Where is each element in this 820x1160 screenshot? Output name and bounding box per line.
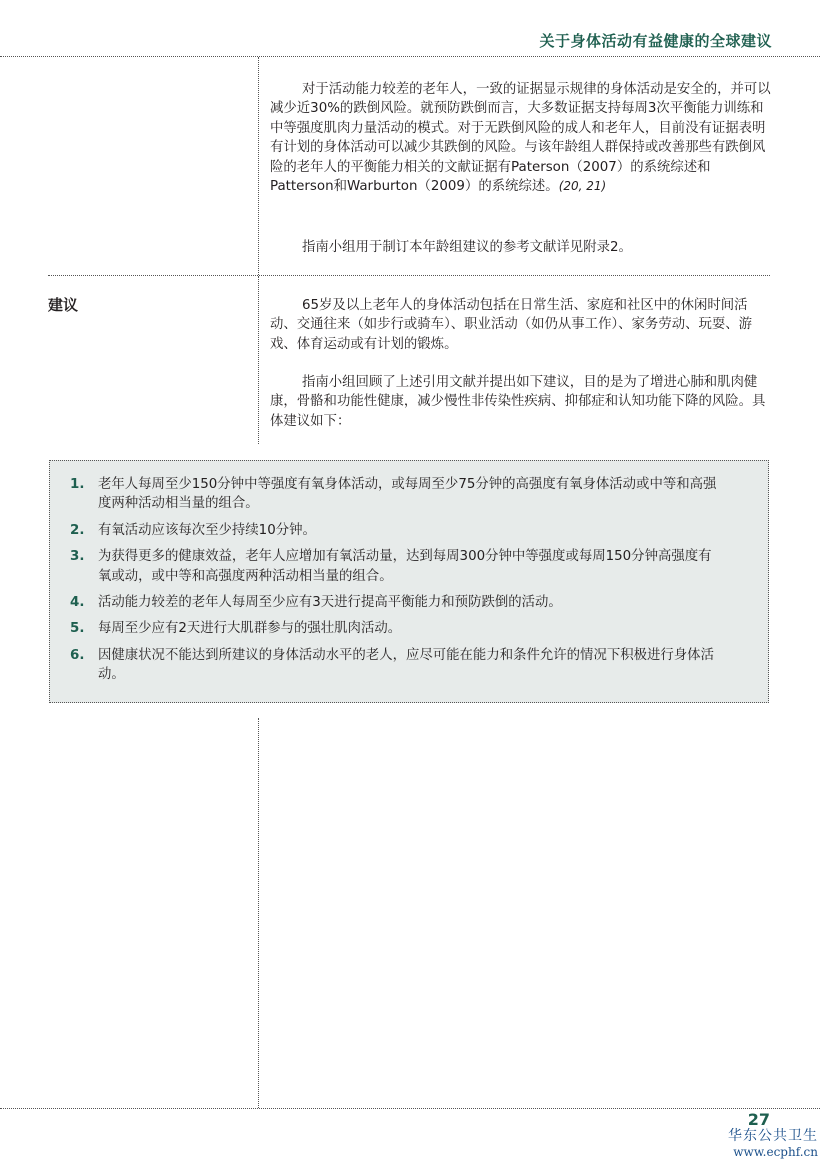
running-header <box>0 0 820 57</box>
footer-divider <box>0 1108 820 1109</box>
recommendation-number: 1. <box>70 477 85 492</box>
recommendation-text: 为获得更多的健康效益，老年人应增加有氧活动量，达到每周300分钟中等强度或每周150分钟高强度有氧或动，或中等和高强度两种活动相当量的组合。 <box>98 549 712 584</box>
recommendation-item-6 <box>50 646 718 685</box>
recommendation-text: 每周至少应有2天进行大肌群参与的强壮肌肉活动。 <box>98 621 402 637</box>
intro-paragraph-text: 对于活动能力较差的老年人，一致的证据显示规律的身体活动是安全的，并可以减少近30%的跌倒风险。就预防跌倒而言，大多数证据支持每周3次平衡能力训练和中等强度肌肉力量活动的模式。对于无跌倒风险的成人和老年人，目前没有证据表明有计划的身体活动可以减少其跌倒的风险。与该年龄组人群保持或改善那些有跌倒风险的老年人的平衡能力相关的文献证据有Paterson（2007）的系统综述和Patterson和Warburton（2009）的系统综述。 <box>270 82 771 195</box>
watermark-url: www.ecphf.cn <box>733 1145 818 1159</box>
recommendation-item-2 <box>50 521 718 540</box>
recommendation-number: 6. <box>70 647 85 663</box>
section-divider <box>48 275 770 276</box>
section-label-recommendations: 建议 <box>48 296 79 314</box>
recommendations-paragraph-review: 指南小组回顾了上述引用文献并提出如下建议，目的是为了增进心肺和肌肉健康，骨骼和功能性健康，减少慢性非传染性疾病、抑郁症和认知功能下降的风险。具体建议如下： <box>270 375 766 429</box>
recommendation-text: 有氧活动应该每次至少持续10分钟。 <box>98 522 316 538</box>
page-number: 27 <box>747 1110 770 1129</box>
recommendation-number: 3. <box>70 549 85 565</box>
intro-paragraph-references: 指南小组用于制订本年龄组建议的参考文献详见附录2。 <box>302 240 632 255</box>
column-divider-bottom <box>258 718 259 1108</box>
page-header-title: 关于身体活动有益健康的全球建议 <box>539 32 772 50</box>
recommendation-list <box>50 461 768 685</box>
recommendations-paragraph-activities: 65岁及以上老年人的身体活动包括在日常生活、家庭和社区中的休闲时间活动、交通往来（如步行或骑车）、职业活动（如仍从事工作）、家务劳动、玩耍、游戏、体育运动或有计划的锻炼。 <box>270 298 753 352</box>
citation: (20, 21) <box>558 179 607 194</box>
recommendation-number: 5. <box>70 621 85 637</box>
recommendation-number: 2. <box>70 522 85 538</box>
column-divider-middle <box>258 276 259 444</box>
watermark-title: 华东公共卫生 <box>728 1128 818 1144</box>
recommendation-item-5 <box>50 619 718 638</box>
recommendation-text: 老年人每周至少150分钟中等强度有氧身体活动，或每周至少75分钟的高强度有氧身体活动或中等和高强度两种活动相当量的组合。 <box>98 477 717 512</box>
recommendation-item-3 <box>50 547 718 586</box>
recommendation-box <box>49 460 769 703</box>
watermark <box>728 1128 818 1160</box>
recommendation-item-4 <box>50 593 718 612</box>
recommendation-text: 活动能力较差的老年人每周至少应有3天进行提高平衡能力和预防跌倒的活动。 <box>98 595 562 611</box>
recommendation-text: 因健康状况不能达到所建议的身体活动水平的老人，应尽可能在能力和条件允许的情况下积极进行身体活动。 <box>98 647 714 683</box>
column-divider-top <box>258 57 259 275</box>
intro-paragraph-falls <box>270 80 772 196</box>
recommendation-item-1 <box>50 475 718 514</box>
recommendation-number: 4. <box>70 595 85 611</box>
